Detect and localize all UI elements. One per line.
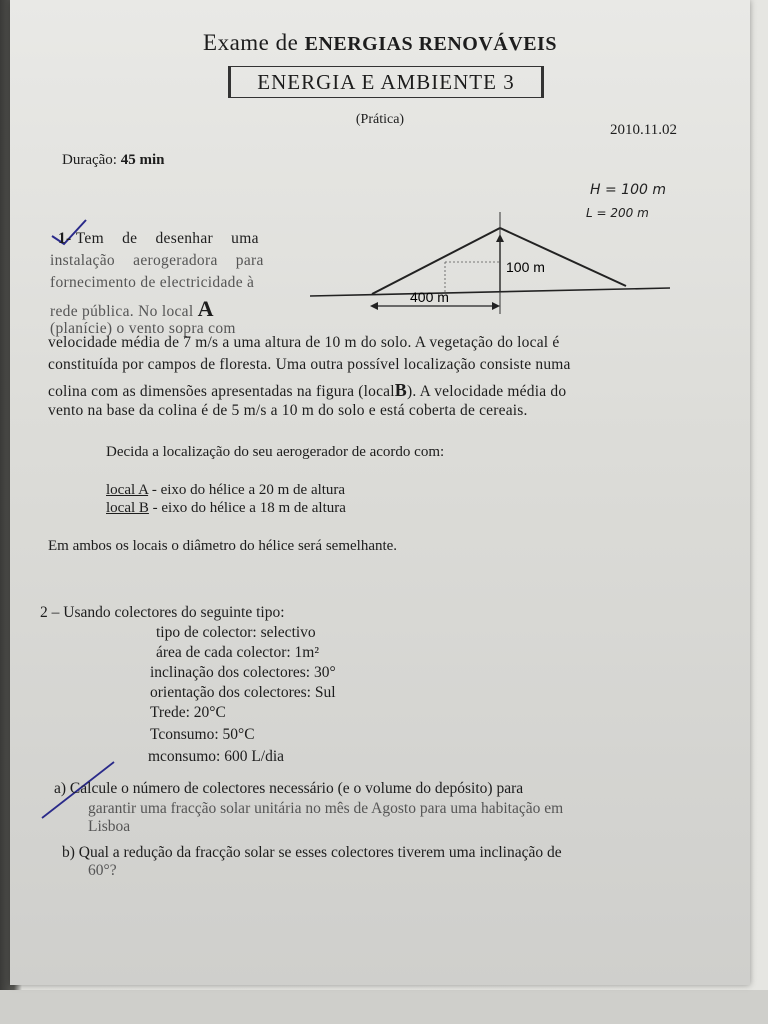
subtitle-box: ENERGIA E AMBIENTE 3 [228,66,544,98]
local-b-option: local B - eixo do hélice a 18 m de altura [106,500,346,516]
q1-full-line-3: colina com as dimensões apresentadas na figura (localB). A velocidade média do [48,380,567,400]
q1-line-4: rede pública. No local A [50,296,214,321]
ground-line [310,288,670,296]
width-label: 400 m [410,289,449,305]
exam-type: (Prática) [355,112,405,127]
exam-sheet [10,0,750,985]
duration-value: 45 min [120,152,165,168]
note-l: L = 200 m [586,206,649,220]
exam-date: 2010.11.02 [610,122,677,138]
exam-duration [62,152,164,169]
title-main: ENERGIAS RENOVÁVEIS [304,33,557,55]
q1-number: 1- [58,230,72,247]
local-a-label: local A [106,482,149,498]
q2-spec-1: tipo de colector: selectivo [156,624,316,641]
decide-instruction: Decida a localização do seu aerogerador de acordo com: [106,444,445,460]
q2-spec-6: Tconsumo: 50°C [150,726,255,743]
q2-spec-5: Trede: 20°C [150,704,226,721]
exam-title [10,30,750,56]
q1-line-1: 1- Tem de desenhar uma [58,230,259,247]
title-prefix: Exame de [203,30,299,55]
height-label: 100 m [506,259,545,275]
q1-line-3: fornecimento de electricidade à [50,274,255,291]
q1-full-line-4: vento na base da colina é de 5 m/s a 10 m do solo e está coberta de cereais. [48,402,528,419]
q2a-line-3: Lisboa [88,818,131,835]
q2-spec-3: inclinação dos colectores: 30° [150,664,336,681]
q1-full-line-2: constituída por campos de floresta. Uma outra possível localização consiste numa [48,356,571,373]
width-arrow-right-head [492,302,500,310]
q1-line-5: (planície) o vento sopra com [50,320,236,337]
q2-spec-7: mconsumo: 600 L/dia [148,748,285,765]
q1-full-line-1: velocidade média de 7 m/s a uma altura de 10 m do solo. A vegetação do local é [48,334,560,351]
q2-intro: 2 – Usando colectores do seguinte tipo: [40,604,285,621]
q2-spec-4: orientação dos colectores: Sul [150,684,336,701]
hill-diagram [310,210,680,320]
q1-conclusion: Em ambos os locais o diâmetro do hélice será semelhante. [48,538,398,554]
width-arrow-left-head [370,302,378,310]
duration-label: Duração: [62,152,117,168]
q2-spec-2: área de cada colector: 1m² [156,644,319,661]
height-arrow-head [496,234,504,242]
q2b-line-2: 60°? [88,862,117,879]
local-b-label: local B [106,500,149,516]
local-a-option: local A - eixo do hélice a 20 m de altura [106,482,346,498]
note-h: H = 100 m [590,182,666,198]
q1-line-2: instalação aerogeradora para [50,252,264,269]
table-surface [0,990,768,1024]
q2a-line-1: a) Calcule o número de colectores necessário (e o volume do depósito) para [54,780,524,797]
local-a-letter: A [197,296,214,321]
local-b-letter: B [394,380,407,400]
q2a-line-2: garantir uma fracção solar unitária no mês de Agosto para uma habitação em [88,800,564,817]
q2b-line-1: b) Qual a redução da fracção solar se esses colectores tiverem uma inclinação de [62,844,562,861]
